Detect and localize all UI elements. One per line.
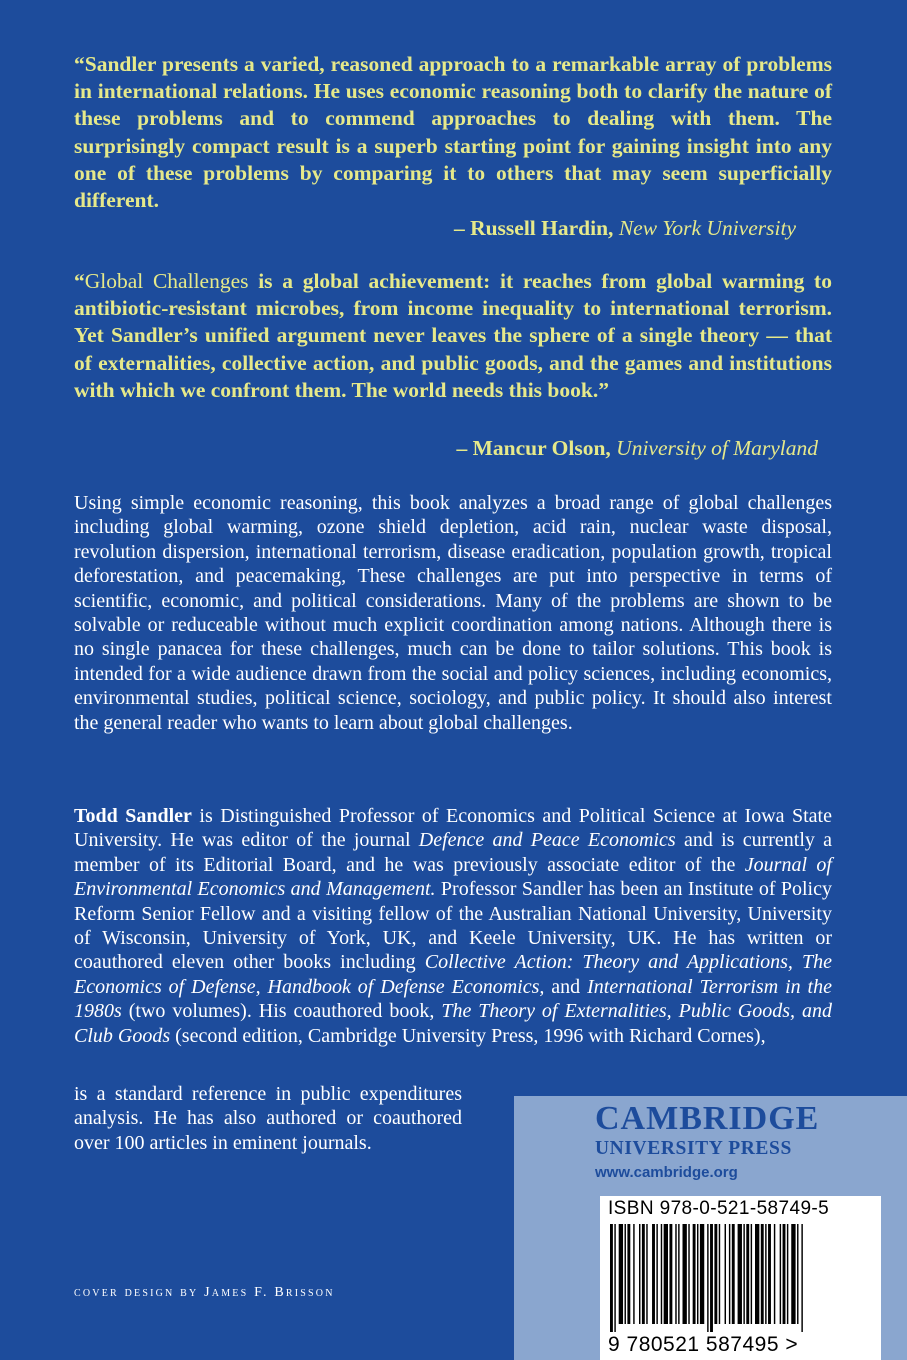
barcode-bar	[693, 1224, 696, 1324]
barcode-bar	[768, 1224, 771, 1324]
barcode-bar	[683, 1224, 687, 1324]
quote-olson-book-title: Global Challenges	[84, 269, 249, 293]
attribution-hardin	[454, 215, 796, 242]
barcode-bar	[707, 1224, 708, 1332]
publisher-url: www.cambridge.org	[595, 1164, 738, 1181]
barcode-bar	[639, 1224, 640, 1324]
attribution-hardin-institution: New York University	[618, 216, 796, 240]
bio-text-5: (two volumes). His coauthored book,	[121, 1000, 442, 1023]
bio-books-3: The Theory of Externalities, Public Goods, and Club Goods	[74, 1000, 832, 1047]
quote-hardin-text: “Sandler presents a varied, reasoned approach to a remarkable array of problems in international relations. He uses economic reasoning both to clarify the nature of these problems and to commend approaches to dealing with them. The surprisingly compact result is a superb starting point for gaining insight into any one of these problems by comparing it to others that may seem superficially different.	[74, 52, 832, 213]
barcode-bar	[669, 1224, 672, 1324]
ean-digits: 9 780521 587495 >	[608, 1333, 799, 1356]
barcode-bar	[688, 1224, 689, 1324]
barcode-bar	[751, 1224, 752, 1324]
author-bio-tail: is a standard reference in public expenditures analysis. He has also authored or coauthored over 100 articles in eminent journals.	[74, 1083, 462, 1154]
barcode-bar	[746, 1224, 749, 1324]
barcode-bar	[801, 1224, 802, 1332]
barcode-bar	[714, 1224, 717, 1324]
barcode-bar	[614, 1224, 615, 1332]
barcode-bar	[797, 1224, 798, 1324]
author-bio	[74, 804, 832, 1048]
barcode-bar	[652, 1224, 655, 1324]
bio-text-3: Professor Sandler has been an Institute of Policy Reform Senior Fellow and a visiting fellow of the Australian National University, University of Wisconsin, University of York, UK, and Keele University, UK. He has written or coauthored eleven other books including	[74, 878, 832, 974]
barcode-bar	[619, 1224, 623, 1324]
barcode-bar	[743, 1224, 744, 1324]
bio-text-2: and is currently a member of its Editorial Board, and he was previously associate editor of the	[74, 829, 833, 876]
barcode-bar	[719, 1224, 720, 1324]
bio-text-1: is Distinguished Professor of Economics and Political Science at Iowa State University. He was editor of the journal	[74, 805, 832, 852]
barcode-bar	[678, 1224, 679, 1324]
barcode-bar	[664, 1224, 668, 1324]
barcode-bar	[675, 1224, 676, 1324]
isbn-label: ISBN 978-0-521-58749-5	[608, 1198, 830, 1219]
barcode-bar	[646, 1224, 647, 1324]
barcode-bar	[791, 1224, 795, 1324]
bio-text-6: (second edition, Cambridge University Press, 1996 with Richard Cornes),	[170, 1024, 766, 1047]
bio-journal-2: Journal of Environmental Economics and Management.	[74, 853, 832, 901]
barcode-bar	[765, 1224, 766, 1324]
barcode-bar	[656, 1224, 657, 1324]
publisher-name: CAMBRIDGE	[595, 1100, 820, 1137]
publisher-subtitle: UNIVERSITY PRESS	[595, 1138, 792, 1159]
quote-olson	[74, 268, 832, 404]
barcode-bar	[787, 1224, 788, 1324]
barcode-bar	[625, 1224, 626, 1324]
barcode-bar	[697, 1224, 698, 1324]
author-name: Todd Sandler	[74, 805, 192, 827]
barcode-bar	[774, 1224, 775, 1324]
barcode-bar	[610, 1224, 613, 1332]
book-description: Using simple economic reasoning, this book analyzes a broad range of global challenges including global warming, ozone shield depletion, acid rain, nuclear waste disposal, revolution dispersion, international terrorism, disease eradication, population growth, tropical deforestation, and peacemaking, These challenges are put into perspective in terms of scientific, economic, and political considerations. Many of the problems are shown to be solvable or reduceable without much explicit coordination among nations. Although there is no single panacea for these challenges, much can be done to tailor solutions. This book is intended for a wide audience drawn from the social and policy sciences, including economics, environmental studies, political science, sociology, and public policy. It should also interest the general reader who wants to learn about global challenges.	[74, 492, 832, 734]
cover-design-credit: cover design by James F. Brisson	[74, 1285, 335, 1300]
barcode-bar	[700, 1224, 704, 1324]
bio-books-2: International Terrorism in the 1980s	[74, 975, 832, 1023]
barcode-bar	[738, 1224, 742, 1324]
barcode-bar	[729, 1224, 730, 1324]
attribution-olson-author: – Mancur Olson,	[456, 436, 611, 460]
barcode-bar	[780, 1224, 781, 1324]
barcode-bar	[642, 1224, 645, 1324]
publisher-panel	[514, 1096, 907, 1360]
attribution-olson-institution: University of Maryland	[616, 436, 818, 460]
barcode-bar	[627, 1224, 630, 1324]
quote-olson-open: “	[74, 269, 85, 293]
barcode-bars	[610, 1224, 872, 1332]
barcode-bar	[661, 1224, 662, 1324]
attribution-olson	[456, 435, 818, 462]
bio-text-4: and	[544, 975, 588, 998]
bio-journal-1: Defence and Peace Economics	[418, 829, 676, 852]
barcode-bar	[633, 1224, 634, 1324]
barcode-panel	[600, 1196, 881, 1360]
barcode-bar	[710, 1224, 713, 1332]
barcode-bar	[732, 1224, 735, 1324]
barcode-bar	[761, 1224, 764, 1324]
quote-hardin	[74, 51, 832, 214]
bio-books-1: Collective Action: Theory and Applications, The Economics of Defense, Handbook of Defense Economics,	[74, 951, 832, 998]
barcode-bar	[783, 1224, 786, 1324]
attribution-hardin-author: – Russell Hardin,	[453, 216, 614, 240]
barcode-bar	[755, 1224, 759, 1324]
quote-olson-text: is a global achievement: it reaches from global warming to antibiotic-resistant microbes, from income inequality to international terrorism. Yet Sandler’s unified argument never leaves the sphere of a single theory — that of externalities, collective action, and public goods, and the games and institutions with which we confront them. The world needs this book.”	[74, 269, 832, 402]
barcode-bar	[725, 1224, 726, 1324]
